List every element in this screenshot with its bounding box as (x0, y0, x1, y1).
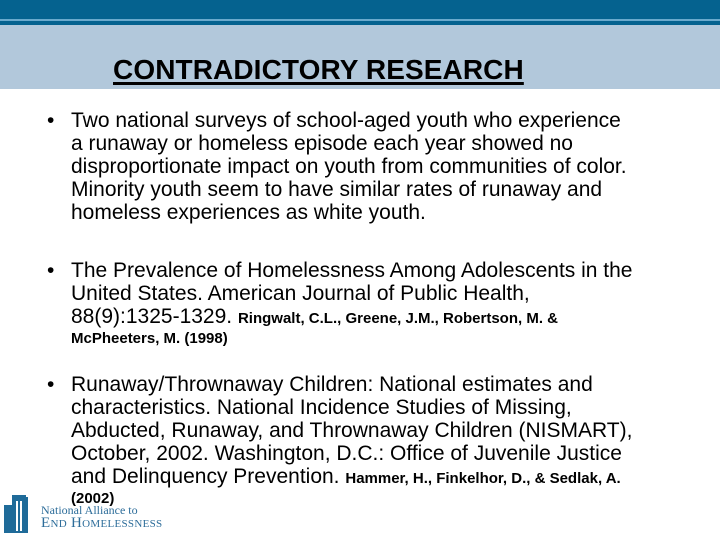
bullet-line: a runaway or homeless episode each year showed no (71, 132, 573, 155)
building-door-icon (4, 495, 34, 533)
citation-authors: Ringwalt, C.L., Greene, J.M., Robertson, M. & (237, 310, 559, 327)
citation-authors-cont: McPheeters, M. (1998) (71, 330, 228, 347)
bullet-icon: • (47, 259, 55, 282)
bullet-line (71, 465, 717, 490)
bullet-line: United States. American Journal of Public Health, (71, 282, 530, 305)
slide-title: CONTRADICTORY RESEARCH (113, 54, 524, 85)
bullet-line: Two national surveys of school-aged youth who experience (71, 109, 621, 132)
bullet-line: disproportionate impact on youth from communities of color. (71, 155, 627, 178)
top-banner (0, 0, 720, 19)
bullet-line: homeless experiences as white youth. (71, 201, 426, 224)
bullet-line: The Prevalence of Homelessness Among Adolescents in the (71, 259, 633, 282)
bullet-line: October, 2002. Washington, D.C.: Office of Juvenile Justice (71, 442, 622, 465)
citation-source: and Delinquency Prevention. (71, 465, 340, 488)
bullet-icon: • (47, 373, 55, 396)
citation-authors: Hammer, H., Finkelhor, D., & Sedlak, A. (345, 470, 621, 487)
bullet-line: characteristics. National Incidence Studies of Missing, (71, 396, 572, 419)
bullet-item-survey-findings (47, 109, 717, 224)
logo-line-2: End Homelessness (41, 515, 163, 531)
bullet-text (71, 109, 717, 224)
bullet-item-citation-ringwalt (47, 259, 717, 348)
bullet-line: Minority youth seem to have similar rates of runaway and (71, 178, 603, 201)
bullet-line: Abducted, Runaway, and Thrownaway Children (NISMART), (71, 419, 633, 442)
logo-line-1: National Alliance to (41, 503, 138, 517)
bullet-item-citation-hammer (47, 373, 717, 508)
bullet-text (71, 259, 717, 348)
organization-logo (4, 493, 179, 537)
bullet-line: Runaway/Thrownaway Children: National estimates and (71, 373, 593, 396)
bullet-line (71, 305, 717, 330)
citation-source: 88(9):1325-1329. (71, 305, 233, 328)
bullet-text (71, 373, 717, 508)
citation-authors-cont: (2002) (71, 490, 115, 507)
bullet-icon: • (47, 109, 55, 132)
